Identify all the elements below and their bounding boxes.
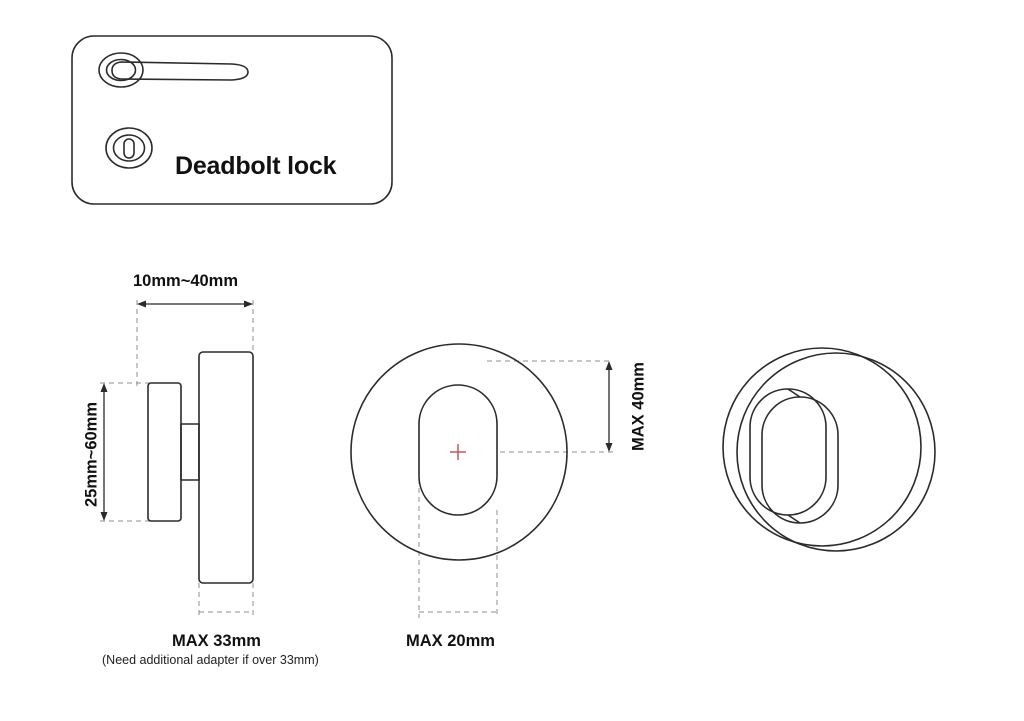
card-title: Deadbolt lock (175, 152, 337, 180)
angled-face-view (723, 348, 935, 551)
deadbolt-thumbturn-icon (106, 128, 152, 168)
side-view-guides (100, 300, 253, 618)
front-max-height-label: MAX 40mm (629, 362, 648, 451)
dim-arrow-depth (137, 301, 253, 308)
adapter-note: (Need additional adapter if over 33mm) (102, 653, 319, 667)
height-range-label: 25mm~60mm (82, 401, 101, 508)
door-lever-handle-icon (99, 53, 248, 87)
front-max-width-label: MAX 20mm (406, 632, 495, 650)
front-view-guides (419, 361, 613, 618)
side-profile-shape (148, 352, 253, 583)
dim-arrow-height (101, 383, 108, 521)
center-mark-icon (450, 444, 466, 460)
front-face-view (351, 344, 613, 618)
dim-arrow-max-height (606, 361, 613, 452)
depth-range-label: 10mm~40mm (133, 272, 239, 290)
angled-rosette-back (737, 353, 935, 551)
side-profile-view (100, 300, 253, 618)
angled-connector-edges (788, 389, 800, 523)
side-max-width-label: MAX 33mm (172, 632, 261, 650)
